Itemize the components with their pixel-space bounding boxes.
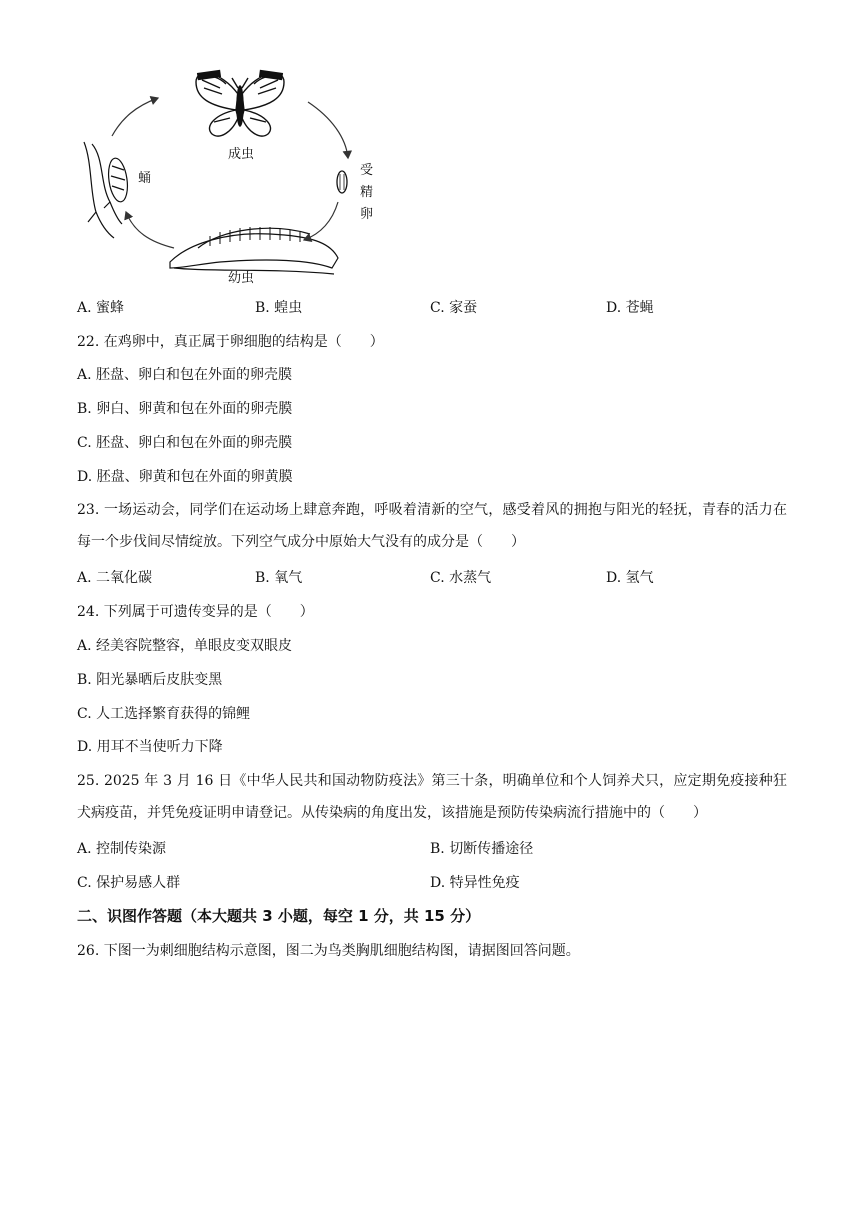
q22-option-b: B. 卵白、卵黄和包在外面的卵壳膜 [77, 401, 293, 417]
q24-option-c: C. 人工选择繁育获得的锦鲤 [77, 706, 251, 722]
q21-option-b: B. 蝗虫 [255, 300, 303, 316]
pupa-icon [84, 142, 130, 238]
butterfly-icon [196, 70, 284, 136]
q25-option-d: D. 特异性免疫 [430, 875, 520, 891]
q24-option-b: B. 阳光暴晒后皮肤变黑 [77, 672, 223, 688]
life-cycle-illustration [70, 62, 390, 292]
q25-option-c: C. 保护易感人群 [77, 875, 181, 891]
arrow-adult-to-egg [308, 102, 348, 158]
egg-icon [337, 171, 347, 193]
arrow-larva-to-pupa [126, 212, 174, 248]
q21-option-c: C. 家蚕 [430, 300, 478, 316]
q23-stem: 23. 一场运动会，同学们在运动场上肆意奔跑，呼吸着清新的空气，感受着风的拥抱与阳光的轻抚，青春的活力在每一个步伐间尽情绽放。下列空气成分中原始大气没有的成分是（ ） [77, 502, 787, 550]
q22-option-c: C. 胚盘、卵白和包在外面的卵壳膜 [77, 435, 293, 451]
larva-label: 幼虫 [228, 271, 255, 286]
adult-label: 成虫 [228, 147, 255, 162]
q21-option-a: A. 蜜蜂 [77, 300, 125, 316]
q24-stem: 24. 下列属于可遗传变异的是（ ） [77, 604, 314, 620]
q25-option-a: A. 控制传染源 [77, 841, 167, 857]
q22-option-a: A. 胚盘、卵白和包在外面的卵壳膜 [77, 367, 293, 383]
arrow-pupa-to-adult [112, 98, 158, 136]
section-2-heading: 二、识图作答题（本大题共 3 小题，每空 1 分，共 15 分） [77, 907, 481, 925]
q26-stem: 26. 下图一为刺细胞结构示意图，图二为鸟类胸肌细胞结构图，请据图回答问题。 [77, 943, 580, 959]
egg-label-2: 精 [360, 185, 374, 200]
q21-option-d: D. 苍蝇 [606, 300, 654, 316]
q23-option-d: D. 氢气 [606, 570, 654, 586]
egg-label-3: 卵 [360, 207, 374, 222]
egg-label-1: 受 [360, 163, 374, 178]
q23-option-b: B. 氧气 [255, 570, 303, 586]
q22-option-d: D. 胚盘、卵黄和包在外面的卵黄膜 [77, 469, 293, 485]
life-cycle-diagram [70, 62, 390, 292]
pupa-label: 蛹 [138, 171, 152, 186]
q23-option-a: A. 二氧化碳 [77, 570, 153, 586]
q24-option-a: A. 经美容院整容，单眼皮变双眼皮 [77, 638, 293, 654]
caterpillar-icon [170, 227, 338, 274]
q23-option-c: C. 水蒸气 [430, 570, 492, 586]
q24-option-d: D. 用耳不当使听力下降 [77, 739, 223, 755]
q22-stem: 22. 在鸡卵中，真正属于卵细胞的结构是（ ） [77, 334, 384, 350]
q25-option-b: B. 切断传播途径 [430, 841, 534, 857]
q25-stem: 25. 2025 年 3 月 16 日《中华人民共和国动物防疫法》第三十条，明确单位和个人饲养犬只，应定期免疫接种狂犬病疫苗，并凭免疫证明申请登记。从传染病的角度出发，该措施是预防传染病流行措施中的（ ） [77, 773, 787, 821]
